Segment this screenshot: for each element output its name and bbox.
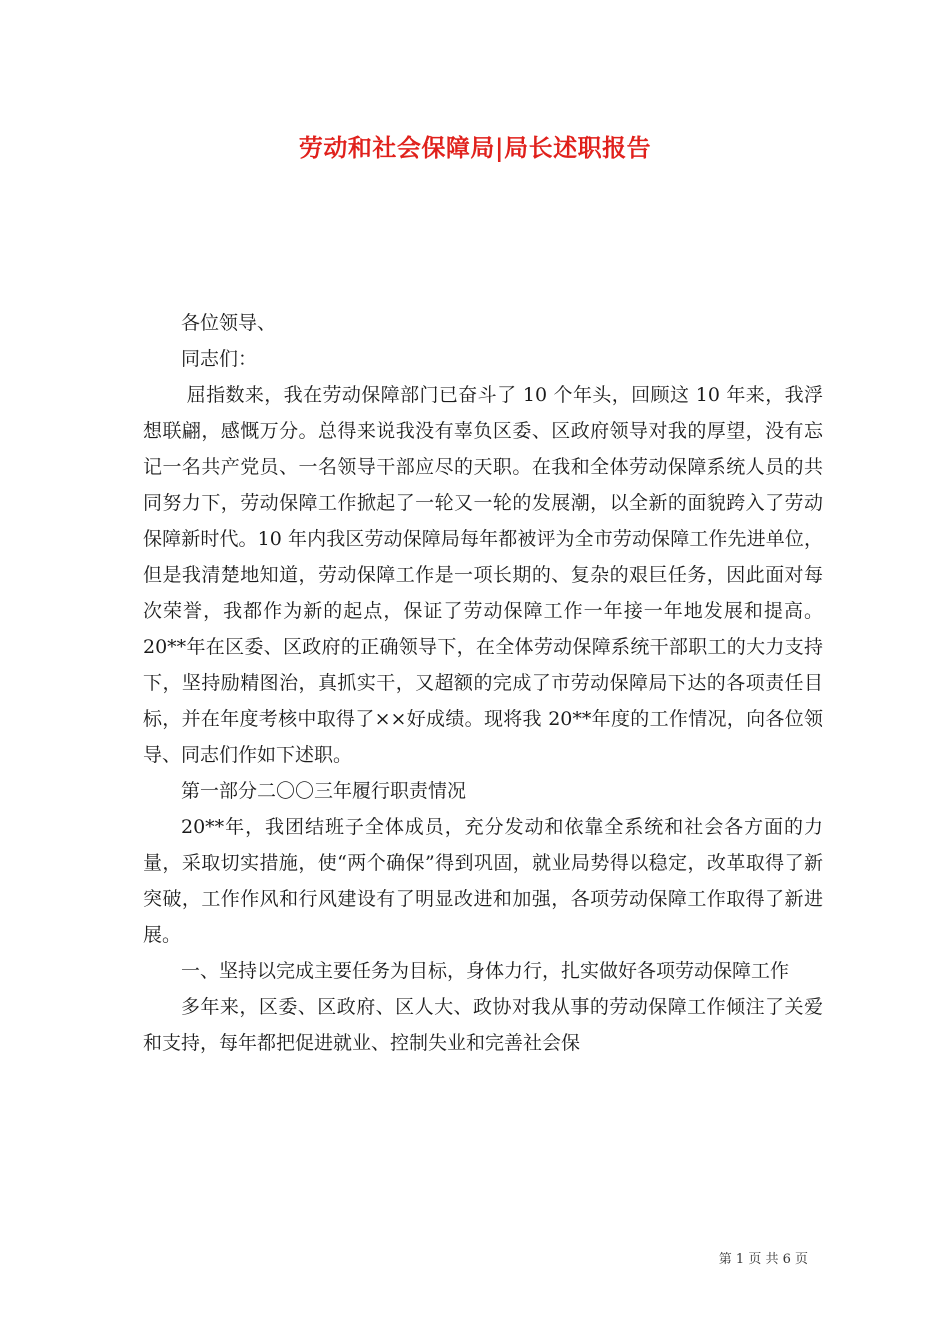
subheading-one: 一、坚持以完成主要任务为目标，身体力行，扎实做好各项劳动保障工作 <box>181 960 790 982</box>
page-number-footer: 第 1 页 共 6 页 <box>718 1252 808 1267</box>
document-title: 劳动和社会保障局|局长述职报告 <box>298 133 652 162</box>
paragraph-support: 多年来，区委、区政府、区人大、政协对我从事的劳动保障工作倾注了关爱和支持，每年都把促进就业、控制失业和完善社会保 <box>143 996 823 1054</box>
paragraph-summary: 20**年，我团结班子全体成员，充分发动和依靠全系统和社会各方面的力量，采取切实措施，使“两个确保”得到巩固，就业局势得以稳定，改革取得了新突破，工作作风和行风建设有了明显改进和加强，各项劳动保障工作取得了新进展。 <box>143 816 823 946</box>
section-heading-part-one: 第一部分二〇〇三年履行职责情况 <box>181 780 467 802</box>
document-body <box>143 305 823 1061</box>
paragraph-intro: 屈指数来，我在劳动保障部门已奋斗了 10 个年头，回顾这 10 年来，我浮想联翩，感慨万分。总得来说我没有辜负区委、区政府领导对我的厚望，没有忘记一名共产党员、一名领导干部应尽的天职。在我和全体劳动保障系统人员的共同努力下，劳动保障工作掀起了一轮又一轮的发展潮，以全新的面貌跨入了劳动保障新时代。10 年内我区劳动保障局每年都被评为全市劳动保障工作先进单位，但是我清楚地知道，劳动保障工作是一项长期的、复杂的艰巨任务，因此面对每次荣誉，我都作为新的起点，保证了劳动保障工作一年接一年地发展和提高。20**年在区委、区政府的正确领导下，在全体劳动保障系统干部职工的大力支持下，坚持励精图治，真抓实干，又超额的完成了市劳动保障局下达的各项责任目标，并在年度考核中取得了××好成绩。现将我 20**年度的工作情况，向各位领导、同志们作如下述职。 <box>143 384 823 766</box>
salutation-line-2: 同志们： <box>181 348 258 370</box>
salutation-line-1: 各位领导、 <box>181 312 277 334</box>
